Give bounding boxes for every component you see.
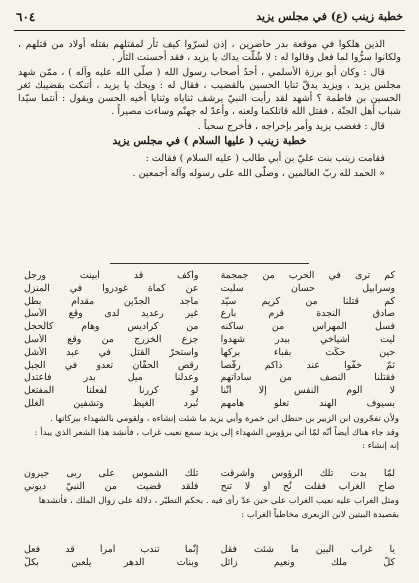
verse-first-hemistich: فسل المهراس من ساكنه (220, 321, 395, 333)
verse-first-hemistich: كم قتلنا من كريم سيّد (220, 295, 395, 307)
verse-first-hemistich: حين حكّت بقباء بركها (220, 346, 395, 358)
paragraph-1: الذين هلكوا في موقعة بدر حاضرين ، إذن لسرّوا كيف ثأر لمقتلهم بقتله أولاد من قتلهم ، ولكانوا سرُّوا لما فعل وقالوا له : لا شُلّت يداك يا يزيد ، فقد أحسنت الثأر . (18, 39, 401, 63)
poem-block-1 (24, 270, 395, 411)
verse-second-hemistich: من كراديس وهام كالحجل (24, 321, 199, 333)
verse-first-hemistich: لمّا بدت تلك الرؤوس وأشرقت (220, 468, 395, 479)
verse-row (24, 481, 395, 494)
verse-second-hemistich: وعدلنا ميل بدر فاعتدل (24, 372, 199, 384)
footnote-prose-2 (20, 496, 399, 523)
verse-first-hemistich: ثمّ خفّوا عند ذاكم رقّصاً (220, 359, 395, 371)
running-header (14, 8, 405, 30)
paragraph-2: قال : وكان أبو برزة الأسلمي ، أحدُ أصحاب رسول الله ( صلّى الله عليه وآله ) ، ممّن شهد مجلس يزيد ، ويزيد يدقّ ثنايا الحسين بالقضيب ، فقال له : ويحك يا يزيد ، أتنكت بقضيبك ثغر الحسين بن فاطمة ؟ أشهد لقد رأيت النبيّ يرشف ثناياه وثنايا أخيه الحسن ويقول : أنتما سيّدا شباب أهل الجنّة ، فقتل الله قاتلكما ولعنه ، وأعدّ له جهنّم وساءت مصيراً . (18, 67, 401, 117)
page-number: ٦٠٤ (16, 10, 36, 24)
footnote-line: وقد جاء هناك أيضاً أنّه لمّا أتي برؤوس الشهداء إلى يزيد سمع نعيب غراب ، فأنشد هذا الشعر الذي يبدأ : (34, 427, 399, 438)
poem-block-2 (24, 468, 395, 494)
verse-second-hemistich: إنّما تندب أمراً قد فعل (24, 544, 199, 555)
paragraph-4: فقامت زينب بنت عليّ بن أبي طالب ( عليه السلام ) فقالت : (145, 153, 385, 164)
verse-first-hemistich: صاح الغراب فقلت نُح أو لا تنح (220, 480, 395, 492)
verse-row (24, 270, 395, 283)
verse-row (24, 283, 395, 296)
verse-second-hemistich: لو كررنا لفعلنا المفتعل (24, 385, 199, 397)
verse-row (24, 308, 395, 321)
main-text (18, 38, 401, 182)
verse-first-hemistich: بسيوف الهند تعلو هامهم (220, 397, 395, 409)
footnote-divider (110, 263, 309, 264)
footnote-prose-1 (20, 414, 399, 455)
verse-row (24, 544, 395, 557)
verse-second-hemistich: جزع الخزرج من وقع الأسل (24, 333, 199, 345)
verse-second-hemistich: تلك الشموس على ربى جيرون (24, 468, 199, 479)
verse-second-hemistich: تُبرد الغيظ وتشفين الغلل (24, 397, 199, 409)
verse-row (24, 557, 395, 570)
verse-first-hemistich: يا غراب البين ما شئت فقل (220, 544, 395, 555)
verse-second-hemistich: عن كماة غودروا في المنزل (24, 282, 199, 294)
footnote-line: ولأن تفجّرون ابن الزبير بن حنظل ابن خمرة وأبي يزيد ما شئت إنشاءه ، ولقومي بالشهداء ببركاتها . (50, 414, 399, 424)
verse-row (24, 360, 395, 373)
verse-first-hemistich: كم ترى في الحرب من جمجمة (220, 270, 395, 281)
section-title: خطبة زينب ( عليها السلام ) في مجلس يزيد (112, 135, 307, 147)
verse-first-hemistich: كلّ ملك ونعيم زائل (220, 556, 395, 568)
verse-first-hemistich: لا ألوم النفس إلّا أنّنا (220, 385, 395, 397)
verse-row (24, 398, 395, 411)
verse-row (24, 296, 395, 309)
verse-row (24, 385, 395, 398)
poem-block-3 (24, 544, 395, 570)
paragraph-5: « الحمد لله ربّ العالمين ، وصلّى الله على رسوله وآله أجمعين . (132, 168, 385, 179)
verse-second-hemistich: ماجد الجدّين مقدام بطل (24, 295, 199, 307)
header-rule (14, 30, 405, 31)
verse-first-hemistich: ليت أشياخي ببدر شهدوا (220, 333, 395, 345)
verse-second-hemistich: فلقد قضيت من النبيّ ديوني (24, 480, 199, 492)
verse-first-hemistich: فقتلنا النصف من ساداتهم (220, 372, 395, 384)
running-title: خطبة زينب (ع) في مجلس يزيد (256, 10, 403, 23)
footnote-line: بقصيدة البيتين لابن الزبعرى مخاطباً الغراب : (241, 509, 399, 520)
footnote-line: إنه إنشاء : (362, 441, 399, 452)
footnote-line: ومثل الغراب عليه نعيب الغراب على حين عدّ رأى فيه . بحكم التطيّر ، دلالة على زوال الملك ، فأنشدها (38, 496, 399, 506)
verse-row (24, 321, 395, 334)
verse-first-hemistich: صادق النجدة قرم بارع (220, 308, 395, 320)
verse-row (24, 468, 395, 481)
verse-second-hemistich: واستحرّ القتل في عبد الأشل (24, 346, 199, 358)
verse-first-hemistich: وسرابيل حسان سلبت (220, 282, 395, 294)
verse-second-hemistich: غير رعديد لدى وقع الأسل (24, 308, 199, 320)
verse-second-hemistich: وبنات الدهر يلعبن بكلّ (24, 556, 199, 568)
verse-row (24, 347, 395, 360)
paragraph-3: قال : فغضب يزيد وأمر بإخراجه ، فأخرج سحباً . (197, 121, 385, 132)
verse-second-hemistich: رقص الحفّان تعدو في الجبل (24, 359, 199, 371)
verse-second-hemistich: وأكف قد أبينت ورجل (24, 270, 199, 281)
verse-row (24, 372, 395, 385)
verse-row (24, 334, 395, 347)
